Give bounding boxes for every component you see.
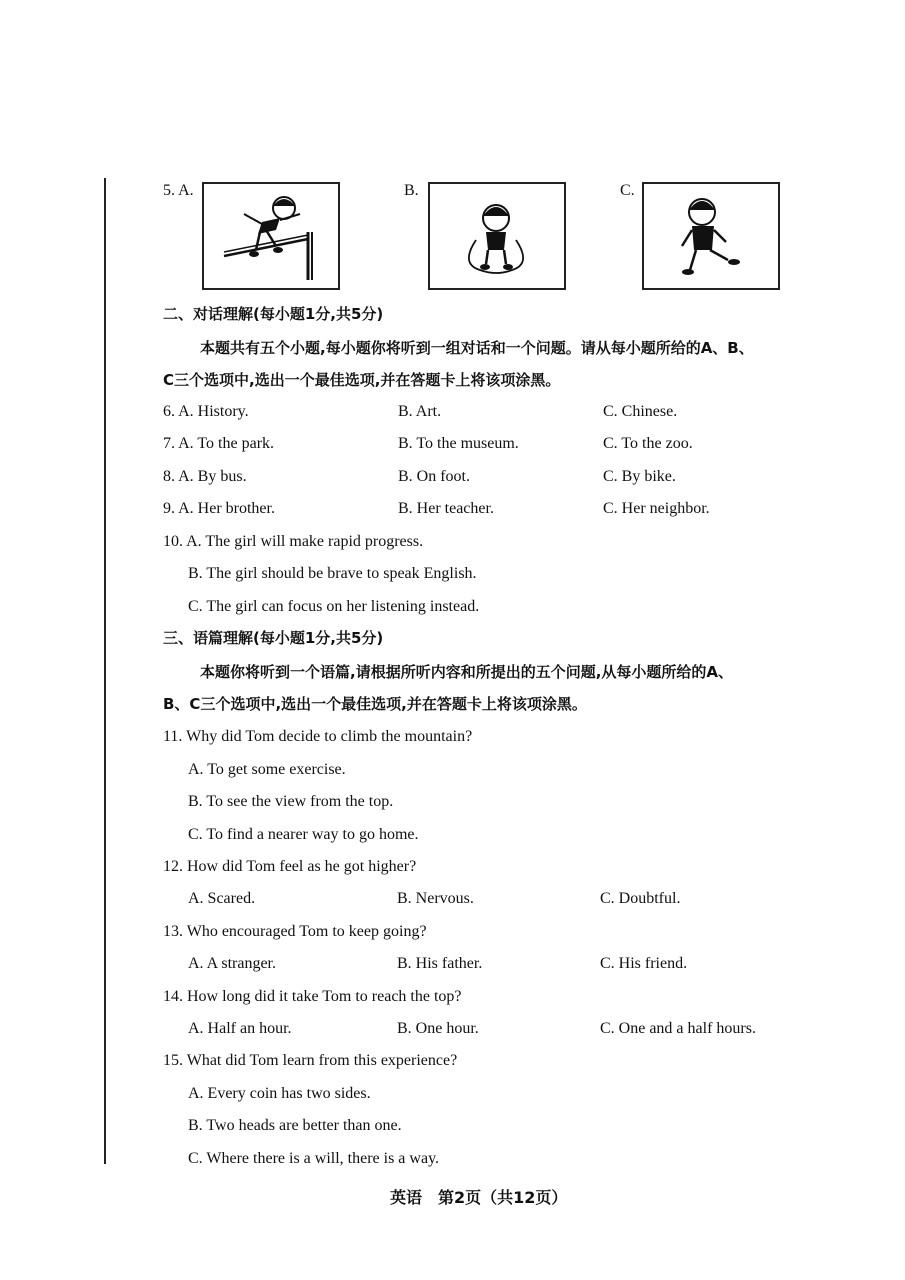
q14-option-c: C. One and a half hours. — [600, 1020, 756, 1037]
q6-option-b: B. Art. — [398, 403, 442, 420]
section3-instruction-line1: 本题你将听到一个语篇,请根据所听内容和所提出的五个问题,从每小题所给的A、 — [200, 663, 734, 681]
q7-option-c: C. To the zoo. — [603, 435, 693, 452]
q15-option-a: A. Every coin has two sides. — [188, 1085, 371, 1102]
q5-label-a: 5. A. — [163, 182, 194, 199]
binding-margin-line — [104, 178, 106, 1164]
running-boy-icon — [644, 184, 778, 288]
q8-option-c: C. By bike. — [603, 468, 676, 485]
page-footer: 英语 第2页（共12页） — [390, 1188, 568, 1207]
q13-option-b: B. His father. — [397, 955, 483, 972]
q13-stem: 13. Who encouraged Tom to keep going? — [163, 923, 427, 940]
q5-picture-b-jump-rope — [428, 182, 566, 290]
q9-option-b: B. Her teacher. — [398, 500, 494, 517]
q10-option-a: 10. A. The girl will make rapid progress. — [163, 533, 424, 550]
q8-option-a: 8. A. By bus. — [163, 468, 247, 485]
q6-option-c: C. Chinese. — [603, 403, 678, 420]
q12-stem: 12. How did Tom feel as he got higher? — [163, 858, 417, 875]
q12-option-b: B. Nervous. — [397, 890, 474, 907]
q5-label-c: C. — [620, 182, 635, 199]
q11-stem: 11. Why did Tom decide to climb the mountain? — [163, 728, 473, 745]
q8-option-b: B. On foot. — [398, 468, 470, 485]
q9-option-c: C. Her neighbor. — [603, 500, 710, 517]
q14-stem: 14. How long did it take Tom to reach the top? — [163, 988, 462, 1005]
q5-picture-c-running — [642, 182, 780, 290]
q9-option-a: 9. A. Her brother. — [163, 500, 275, 517]
section2-heading: 二、对话理解(每小题1分,共5分) — [163, 305, 384, 323]
q15-option-c: C. Where there is a will, there is a way. — [188, 1150, 440, 1167]
section3-heading: 三、语篇理解(每小题1分,共5分) — [163, 629, 384, 647]
q11-option-c: C. To find a nearer way to go home. — [188, 826, 419, 843]
q14-option-a: A. Half an hour. — [188, 1020, 292, 1037]
q15-stem: 15. What did Tom learn from this experience? — [163, 1052, 458, 1069]
jump-rope-boy-icon — [430, 184, 564, 288]
q5-picture-a-high-jump — [202, 182, 340, 290]
section2-instruction-line2: C三个选项中,选出一个最佳选项,并在答题卡上将该项涂黑。 — [163, 371, 561, 389]
q15-option-b: B. Two heads are better than one. — [188, 1117, 402, 1134]
q10-option-c: C. The girl can focus on her listening instead. — [188, 598, 480, 615]
q7-option-a: 7. A. To the park. — [163, 435, 275, 452]
q12-option-a: A. Scared. — [188, 890, 256, 907]
q13-option-a: A. A stranger. — [188, 955, 276, 972]
high-jump-boy-icon — [204, 184, 338, 288]
section2-instruction-line1: 本题共有五个小题,每小题你将听到一组对话和一个问题。请从每小题所给的A、B、 — [200, 339, 754, 357]
q11-option-a: A. To get some exercise. — [188, 761, 346, 778]
q12-option-c: C. Doubtful. — [600, 890, 681, 907]
q7-option-b: B. To the museum. — [398, 435, 519, 452]
q14-option-b: B. One hour. — [397, 1020, 479, 1037]
q10-option-b: B. The girl should be brave to speak English. — [188, 565, 477, 582]
q5-label-b: B. — [404, 182, 419, 199]
q11-option-b: B. To see the view from the top. — [188, 793, 394, 810]
q6-option-a: 6. A. History. — [163, 403, 249, 420]
q13-option-c: C. His friend. — [600, 955, 688, 972]
section3-instruction-line2: B、C三个选项中,选出一个最佳选项,并在答题卡上将该项涂黑。 — [163, 695, 587, 713]
